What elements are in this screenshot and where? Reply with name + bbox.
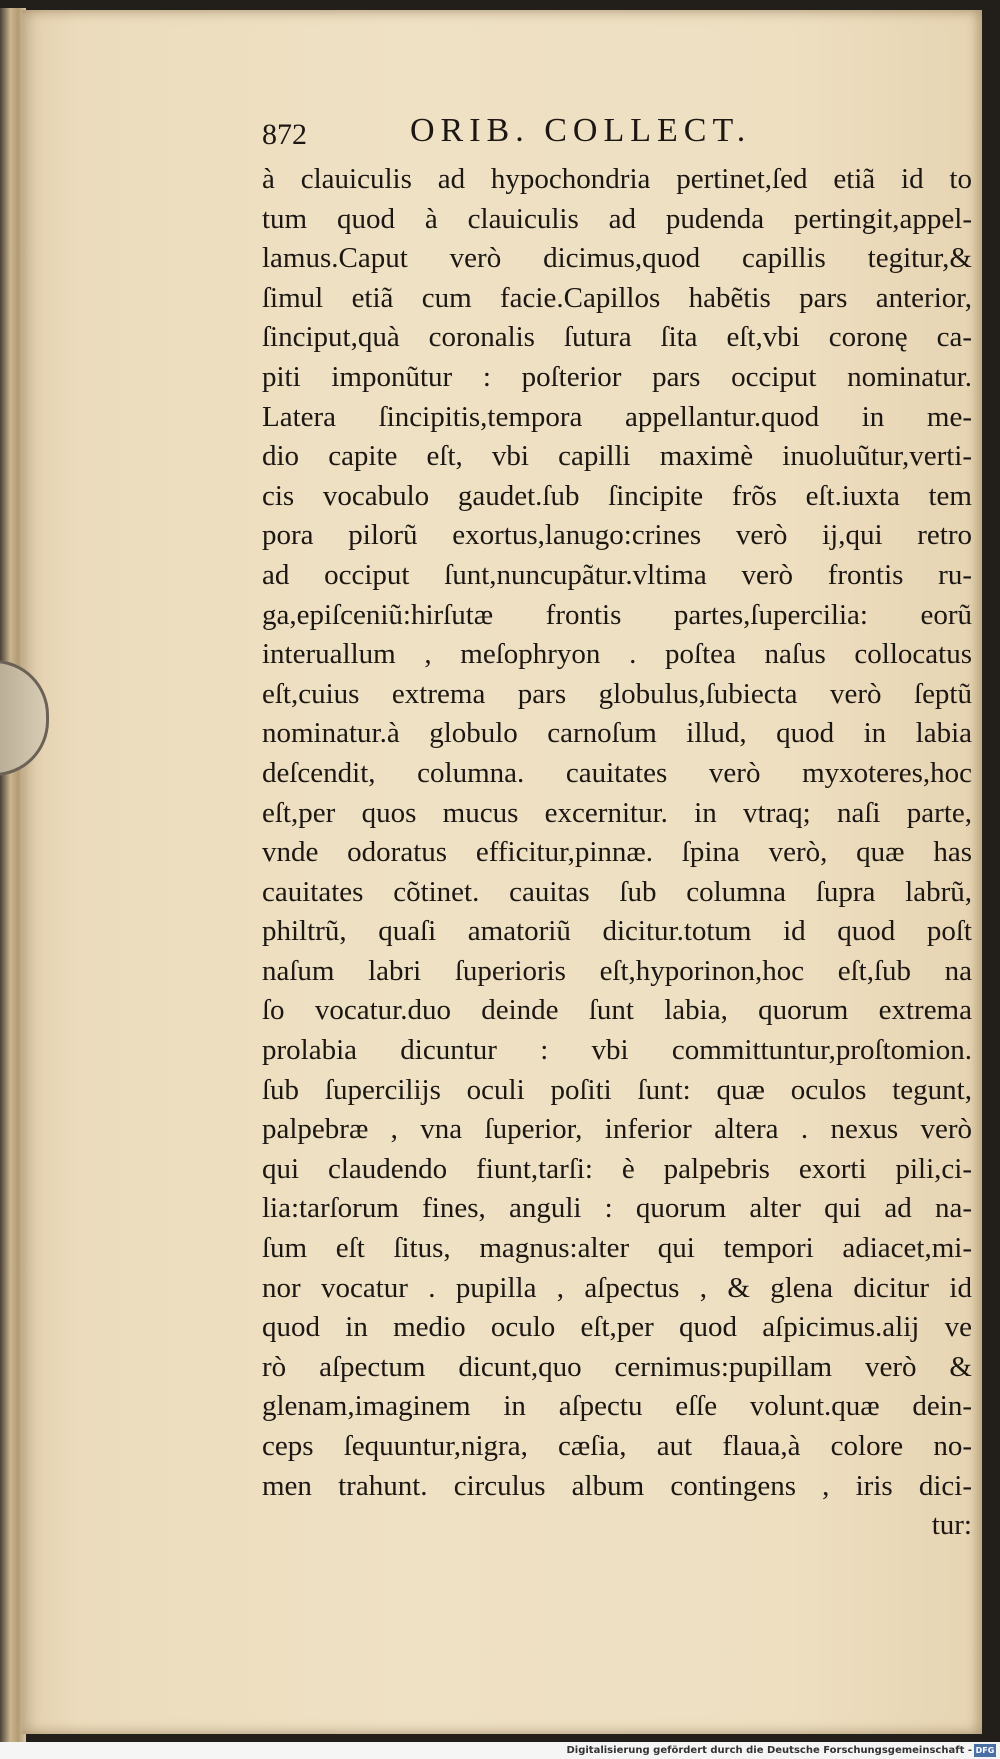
text-line: à clauiculis ad hypochondria pertinet,ſed etiã id to	[262, 163, 972, 195]
page-header	[262, 112, 862, 156]
text-line: naſum labri ſuperioris eſt,hyporinon,hoc eſt,ſub na	[262, 954, 972, 987]
running-head: ORIB. COLLECT.	[410, 112, 752, 149]
dfg-logo-icon: DFG	[975, 1746, 995, 1755]
text-line: ceps ſequuntur,nigra, cæſia, aut flaua,à colore no-	[262, 1430, 972, 1462]
page-number: 872	[262, 118, 307, 151]
text-line: ſum eſt ſitus, magnus:alter qui tempori adiacet,mi-	[262, 1232, 972, 1265]
text-line: Latera ſincipitis,tempora appellantur.quod in me-	[262, 400, 972, 433]
text-line: qui claudendo fiunt,tarſi: è palpebris exorti pili,ci-	[262, 1152, 972, 1185]
text-line: piti imponũtur : poſterior pars occiput nominatur.	[262, 360, 972, 393]
text-line: nor vocatur . pupilla , aſpectus , & glena dicitur id	[262, 1271, 972, 1304]
text-line: tum quod à clauiculis ad pudenda pertingit,appel-	[262, 202, 972, 235]
text-line: dio capite eſt, vbi capilli maximè inuoluũtur,verti-	[262, 440, 972, 473]
text-line: prolabia dicuntur : vbi committuntur,proſtomion.	[262, 1034, 972, 1067]
text-line: philtrũ, quaſi amatoriũ dicitur.totum id quod poſt	[262, 915, 972, 948]
text-line: ſimul etiã cum facie.Capillos habẽtis pars anterior,	[262, 281, 972, 314]
text-line: ſo vocatur.duo deinde ſunt labia, quorum extrema	[262, 994, 972, 1027]
text-line: ſub ſupercilijs oculi poſiti ſunt: quæ oculos tegunt,	[262, 1073, 972, 1106]
text-line: pora pilorũ exortus,lanugo:crines verò ij,qui retro	[262, 519, 972, 552]
text-line: palpebræ , vna ſuperior, inferior altera . nexus verò	[262, 1113, 972, 1146]
funding-credit: Digitalisierung gefördert durch die Deutsche Forschungsgemeinschaft -	[566, 1745, 972, 1756]
text-line: interuallum , meſophryon . poſtea naſus collocatus	[262, 638, 972, 671]
text-line: eſt,per quos mucus excernitur. in vtraq; naſi parte,	[262, 796, 972, 829]
text-line: ſinciput,quà coronalis ſutura ſita eſt,vbi coronę ca-	[262, 321, 972, 354]
catchword: tur:	[931, 1509, 972, 1542]
text-line: cauitates cõtinet. cauitas ſub columna ſupra labrũ,	[262, 875, 972, 908]
digitization-footer	[0, 1742, 1000, 1759]
text-line: lia:tarſorum fines, anguli : quorum alter qui ad na-	[262, 1192, 972, 1225]
text-line: lamus.Caput verò dicimus,quod capillis tegitur,&	[262, 242, 972, 275]
text-line: ga,epiſceniũ:hirſutæ frontis partes,ſupercilia: eorũ	[262, 598, 972, 631]
text-line: ad occiput ſunt,nuncupãtur.vltima verò frontis ru-	[262, 558, 972, 591]
text-line: vnde odoratus efficitur,pinnæ. ſpina verò, quæ has	[262, 836, 972, 869]
body-text	[262, 160, 972, 1546]
text-line: glenam,imaginem in aſpectu eſſe volunt.quæ dein-	[262, 1390, 972, 1423]
text-line: quod in medio oculo eſt,per quod aſpicimus.alij ve	[262, 1311, 972, 1344]
text-line: rò aſpectum dicunt,quo cernimus:pupillam verò &	[262, 1350, 972, 1383]
text-line: men trahunt. circulus album contingens , iris dici-	[262, 1469, 972, 1502]
text-line: deſcendit, columna. cauitates verò myxoteres,hoc	[262, 756, 972, 789]
text-line: eſt,cuius extrema pars globulus,ſubiecta verò ſeptũ	[262, 677, 972, 710]
text-line: cis vocabulo gaudet.ſub ſincipite frõs eſt.iuxta tem	[262, 479, 972, 512]
text-line: nominatur.à globulo carnoſum illud, quod in labia	[262, 717, 972, 750]
